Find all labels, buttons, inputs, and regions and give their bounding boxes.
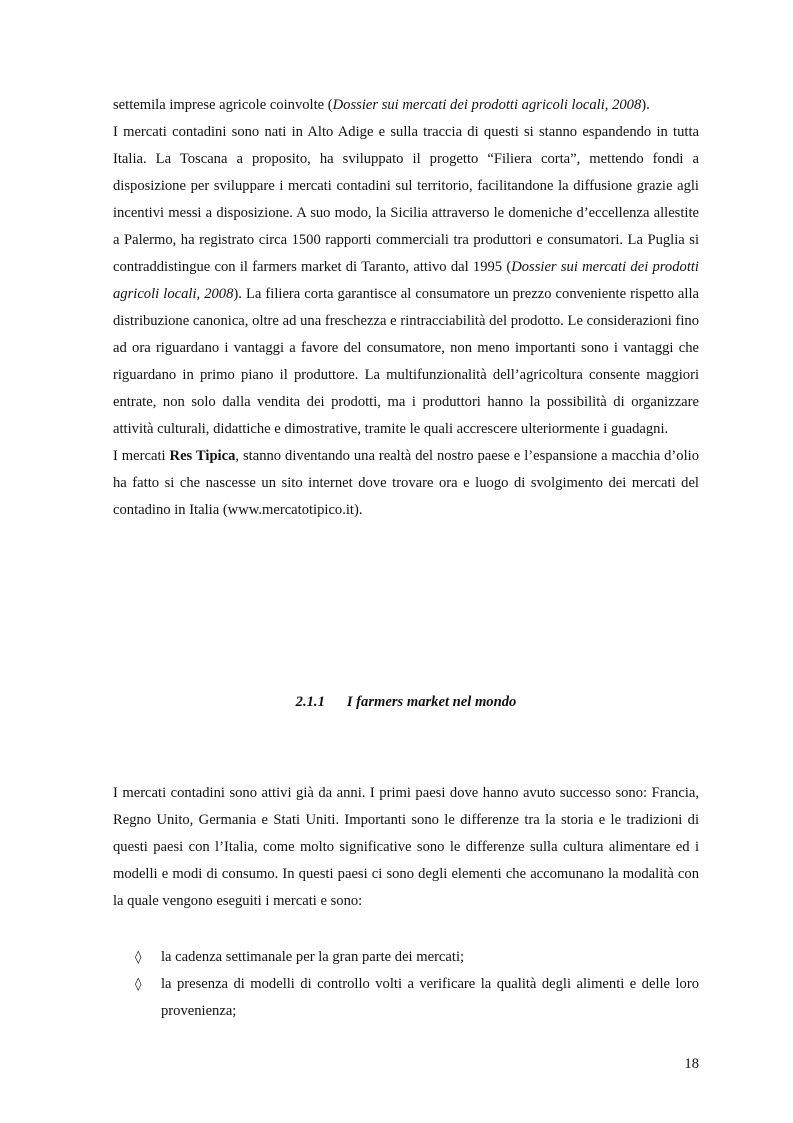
citation: Dossier sui mercati dei prodotti agricoli locali, 2008 (332, 97, 642, 113)
paragraph-mercati-contadini-italia (113, 119, 699, 443)
diamond-bullet-icon: ◊ (135, 950, 142, 965)
text: settemila imprese agricole coinvolte ( (113, 97, 333, 113)
paragraph-continuation (113, 92, 699, 119)
diamond-bullet-icon: ◊ (135, 977, 142, 992)
paragraph-res-tipica (113, 443, 699, 524)
text: I mercati (113, 448, 170, 464)
text: I mercati contadini sono nati in Alto Adige e sulla traccia di questi si stanno espandendo in tutta Italia. La Toscana a proposito, ha sviluppato il progetto “Filiera corta”, mettendo fondi a disposizione per sviluppare i mercati contadini sul territorio, facilitandone la diffusione grazie agli incentivi messi a disposizione. A suo modo, la Sicilia attraverso le domeniche d’eccellenza allestite a Palermo, ha registrato circa 1500 rapporti commerciali tra produttori e consumatori. La Puglia si contraddistingue con il farmers market di Taranto, attivo dal 1995 ( (113, 124, 699, 275)
section-number: 2.1.1 (295, 694, 325, 710)
section-heading (113, 690, 699, 714)
section-title: I farmers market nel mondo (346, 694, 517, 710)
list-item-text: la presenza di modelli di controllo volti a verificare la qualità degli alimenti e delle loro provenienza; (161, 976, 699, 1019)
list-item (113, 944, 699, 971)
paragraph-farmers-market-mondo: I mercati contadini sono attivi già da anni. I primi paesi dove hanno avuto successo sono: Francia, Regno Unito, Germania e Stati Uniti. Importanti sono le differenze tra la storia e le tradizioni di questi paesi con l’Italia, come molto significative sono le differenze sulla cultura alimentare ed i modelli e modi di consumo. In questi paesi ci sono degli elementi che accomunano la modalità con la quale vengono eseguiti i mercati e sono: (113, 785, 699, 909)
text: , stanno diventando una realtà del nostro paese e l’espansione a macchia d’olio ha fatto si che nascesse un sito internet dove trovare ora e luogo di svolgimento dei mercati del contadino in Italia (www.mercatotipico.it). (113, 448, 699, 518)
bold-term: Res Tipica (169, 448, 236, 464)
body-text-top (113, 92, 699, 524)
list-item (113, 971, 699, 1025)
bullet-list (113, 944, 699, 1025)
text: ). (641, 97, 650, 113)
citation: Dossier sui mercati dei prodotti agricoli locali, 2008 (113, 259, 699, 302)
page-number: 18 (684, 1056, 699, 1072)
list-item-text: la cadenza settimanale per la gran parte dei mercati; (161, 949, 465, 965)
text: ). La filiera corta garantisce al consumatore un prezzo conveniente rispetto alla distribuzione canonica, oltre ad una freschezza e rintracciabilità del prodotto. Le considerazioni fino ad ora riguardano i vantaggi a favore del consumatore, non meno importanti sono i vantaggi che riguardano in primo piano il produttore. La multifunzionalità dell’agricoltura consente maggiori entrate, non solo dalla vendita dei prodotti, ma i produttori hanno la possibilità di organizzare attività culturali, didattiche e dimostrative, tramite le quali accrescere ulteriormente i guadagni. (113, 286, 699, 437)
